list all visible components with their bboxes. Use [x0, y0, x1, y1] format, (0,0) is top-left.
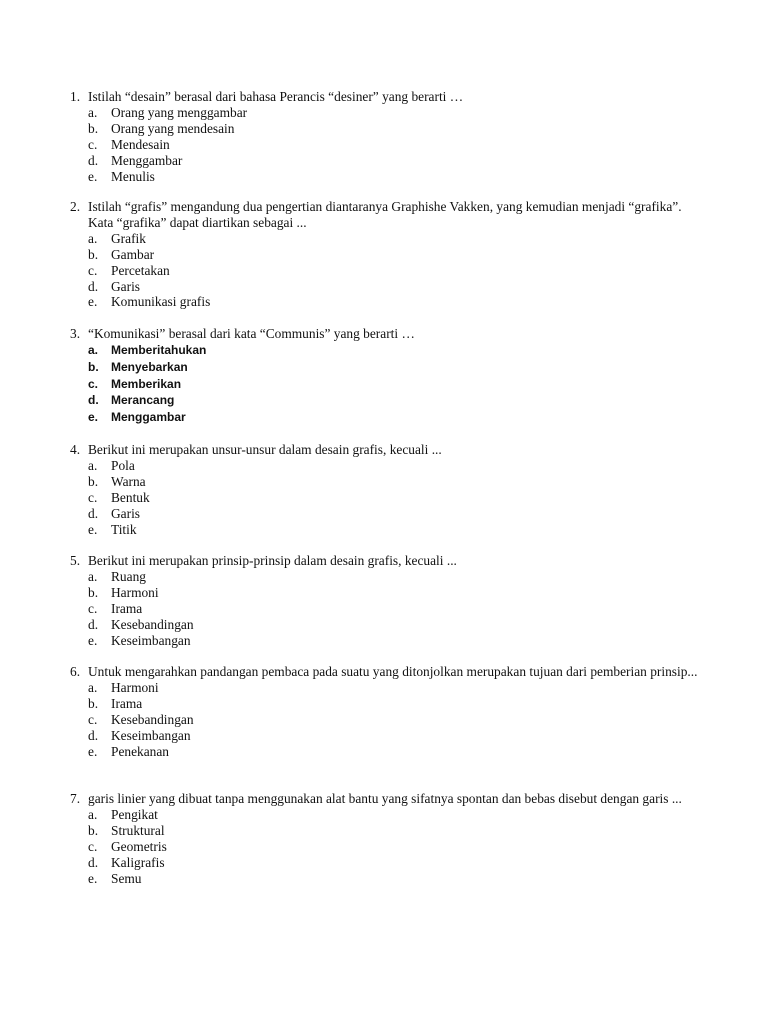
- option-letter: a.: [88, 679, 98, 695]
- answer-option: [70, 121, 710, 137]
- option-text: Kaligrafis: [111, 854, 165, 870]
- answer-option: [70, 855, 710, 871]
- option-text: Pola: [111, 457, 135, 473]
- question-1: [70, 89, 710, 184]
- answer-option: [70, 617, 710, 633]
- option-letter: a.: [88, 342, 99, 357]
- question-number: 1.: [70, 89, 81, 104]
- option-list: [70, 458, 710, 538]
- answer-option: [70, 137, 710, 153]
- option-text: Percetakan: [111, 262, 170, 278]
- option-list: [70, 105, 710, 185]
- option-text: Geometris: [111, 838, 167, 854]
- answer-option: [70, 376, 710, 393]
- question-6: [70, 664, 710, 759]
- answer-option: [70, 458, 710, 474]
- option-text: Menyebarkan: [111, 359, 188, 374]
- answer-option: [70, 871, 710, 887]
- option-text: Struktural: [111, 822, 165, 838]
- option-letter: e.: [88, 632, 98, 648]
- answer-option: [70, 247, 710, 263]
- question-number: 5.: [70, 553, 81, 568]
- option-text: Garis: [111, 505, 141, 521]
- option-letter: c.: [88, 600, 98, 616]
- option-text: Irama: [111, 695, 143, 711]
- question-text: Istilah “desain” berasal dari bahasa Perancis “desiner” yang berarti …: [88, 89, 464, 104]
- option-letter: c.: [88, 376, 99, 391]
- option-text: Ruang: [111, 568, 146, 584]
- question-number: 2.: [70, 199, 81, 214]
- option-text: Memberitahukan: [111, 342, 207, 357]
- question-text: Istilah “grafis” mengandung dua pengertian diantaranya Graphishe Vakken, yang kemudian menjadi “grafika”. Kata “grafika” dapat diartikan sebagai ...: [88, 199, 682, 230]
- answer-option: [70, 490, 710, 506]
- option-letter: c.: [88, 838, 98, 854]
- question-stem: [70, 442, 710, 458]
- answer-option: [70, 231, 710, 247]
- option-text: Keseimbangan: [111, 727, 191, 743]
- answer-option: [70, 153, 710, 169]
- option-letter: d.: [88, 278, 99, 294]
- option-letter: e.: [88, 743, 98, 759]
- option-letter: a.: [88, 230, 98, 246]
- question-number: 6.: [70, 664, 81, 679]
- answer-option: [70, 409, 710, 426]
- question-text: Berikut ini merupakan prinsip-prinsip dalam desain grafis, kecuali ...: [88, 553, 457, 568]
- answer-option: [70, 279, 710, 295]
- option-letter: e.: [88, 521, 98, 537]
- answer-option: [70, 728, 710, 744]
- question-2: [70, 199, 710, 310]
- option-text: Keseimbangan: [111, 632, 191, 648]
- option-text: Komunikasi grafis: [111, 294, 211, 310]
- answer-option: [70, 522, 710, 538]
- option-letter: d.: [88, 727, 99, 743]
- option-letter: e.: [88, 168, 98, 184]
- answer-option: [70, 392, 710, 409]
- question-stem: [70, 553, 710, 569]
- option-text: Menggambar: [111, 152, 183, 168]
- option-text: Pengikat: [111, 806, 158, 822]
- question-text: Berikut ini merupakan unsur-unsur dalam desain grafis, kecuali ...: [88, 442, 442, 457]
- option-text: Warna: [111, 473, 146, 489]
- option-text: Semu: [111, 870, 142, 886]
- option-text: Harmoni: [111, 584, 159, 600]
- option-letter: a.: [88, 457, 98, 473]
- answer-option: [70, 839, 710, 855]
- answer-option: [70, 601, 710, 617]
- option-letter: b.: [88, 584, 99, 600]
- question-4: [70, 442, 710, 537]
- question-text: “Komunikasi” berasal dari kata “Communis” yang berarti …: [88, 326, 415, 341]
- answer-option: [70, 569, 710, 585]
- option-letter: b.: [88, 246, 99, 262]
- answer-option: [70, 823, 710, 839]
- option-list: [70, 231, 710, 311]
- option-letter: c.: [88, 711, 98, 727]
- option-letter: e.: [88, 410, 99, 425]
- option-letter: a.: [88, 568, 98, 584]
- question-stem: [70, 199, 710, 231]
- answer-option: [70, 359, 710, 376]
- option-letter: e.: [88, 294, 98, 310]
- question-text: garis linier yang dibuat tanpa menggunakan alat bantu yang sifatnya spontan dan bebas disebut dengan garis ...: [88, 791, 682, 806]
- option-letter: e.: [88, 870, 98, 886]
- option-text: Memberikan: [111, 376, 182, 391]
- option-letter: b.: [88, 359, 99, 374]
- option-letter: c.: [88, 489, 98, 505]
- option-text: Garis: [111, 278, 141, 294]
- question-number: 7.: [70, 791, 81, 806]
- option-text: Merancang: [111, 393, 175, 408]
- option-list: [70, 680, 710, 760]
- answer-option: [70, 474, 710, 490]
- option-text: Kesebandingan: [111, 616, 194, 632]
- answer-option: [70, 105, 710, 121]
- option-letter: b.: [88, 473, 99, 489]
- question-text: Untuk mengarahkan pandangan pembaca pada suatu yang ditonjolkan merupakan tujuan dari pemberian prinsip...: [88, 664, 698, 679]
- option-letter: a.: [88, 806, 98, 822]
- option-letter: c.: [88, 262, 98, 278]
- question-7: [70, 791, 710, 886]
- option-letter: b.: [88, 822, 99, 838]
- question-stem: [70, 664, 710, 680]
- question-number: 4.: [70, 442, 81, 457]
- option-text: Kesebandingan: [111, 711, 194, 727]
- option-letter: d.: [88, 505, 99, 521]
- option-text: Menulis: [111, 168, 155, 184]
- answer-option: [70, 744, 710, 760]
- option-text: Penekanan: [111, 743, 170, 759]
- answer-option: [70, 342, 710, 359]
- option-text: Orang yang menggambar: [111, 104, 248, 120]
- answer-option: [70, 712, 710, 728]
- option-text: Menggambar: [111, 410, 186, 425]
- option-letter: d.: [88, 152, 99, 168]
- option-letter: d.: [88, 854, 99, 870]
- option-text: Gambar: [111, 246, 155, 262]
- answer-option: [70, 294, 710, 310]
- answer-option: [70, 506, 710, 522]
- option-list: [70, 807, 710, 887]
- option-letter: c.: [88, 136, 98, 152]
- question-stem: [70, 89, 710, 105]
- option-text: Orang yang mendesain: [111, 120, 235, 136]
- answer-option: [70, 680, 710, 696]
- answer-option: [70, 633, 710, 649]
- question-number: 3.: [70, 326, 81, 341]
- option-text: Mendesain: [111, 136, 170, 152]
- option-letter: a.: [88, 104, 98, 120]
- answer-option: [70, 807, 710, 823]
- answer-option: [70, 585, 710, 601]
- question-stem: [70, 326, 710, 342]
- question-5: [70, 553, 710, 648]
- option-letter: d.: [88, 393, 99, 408]
- question-3: [70, 326, 710, 426]
- option-text: Grafik: [111, 230, 146, 246]
- option-text: Bentuk: [111, 489, 150, 505]
- option-letter: b.: [88, 695, 99, 711]
- option-text: Titik: [111, 521, 137, 537]
- question-stem: [70, 791, 710, 807]
- answer-option: [70, 169, 710, 185]
- answer-option: [70, 263, 710, 279]
- option-letter: b.: [88, 120, 99, 136]
- answer-option: [70, 696, 710, 712]
- option-text: Harmoni: [111, 679, 159, 695]
- option-letter: d.: [88, 616, 99, 632]
- option-list: [70, 342, 710, 426]
- option-list: [70, 569, 710, 649]
- option-text: Irama: [111, 600, 143, 616]
